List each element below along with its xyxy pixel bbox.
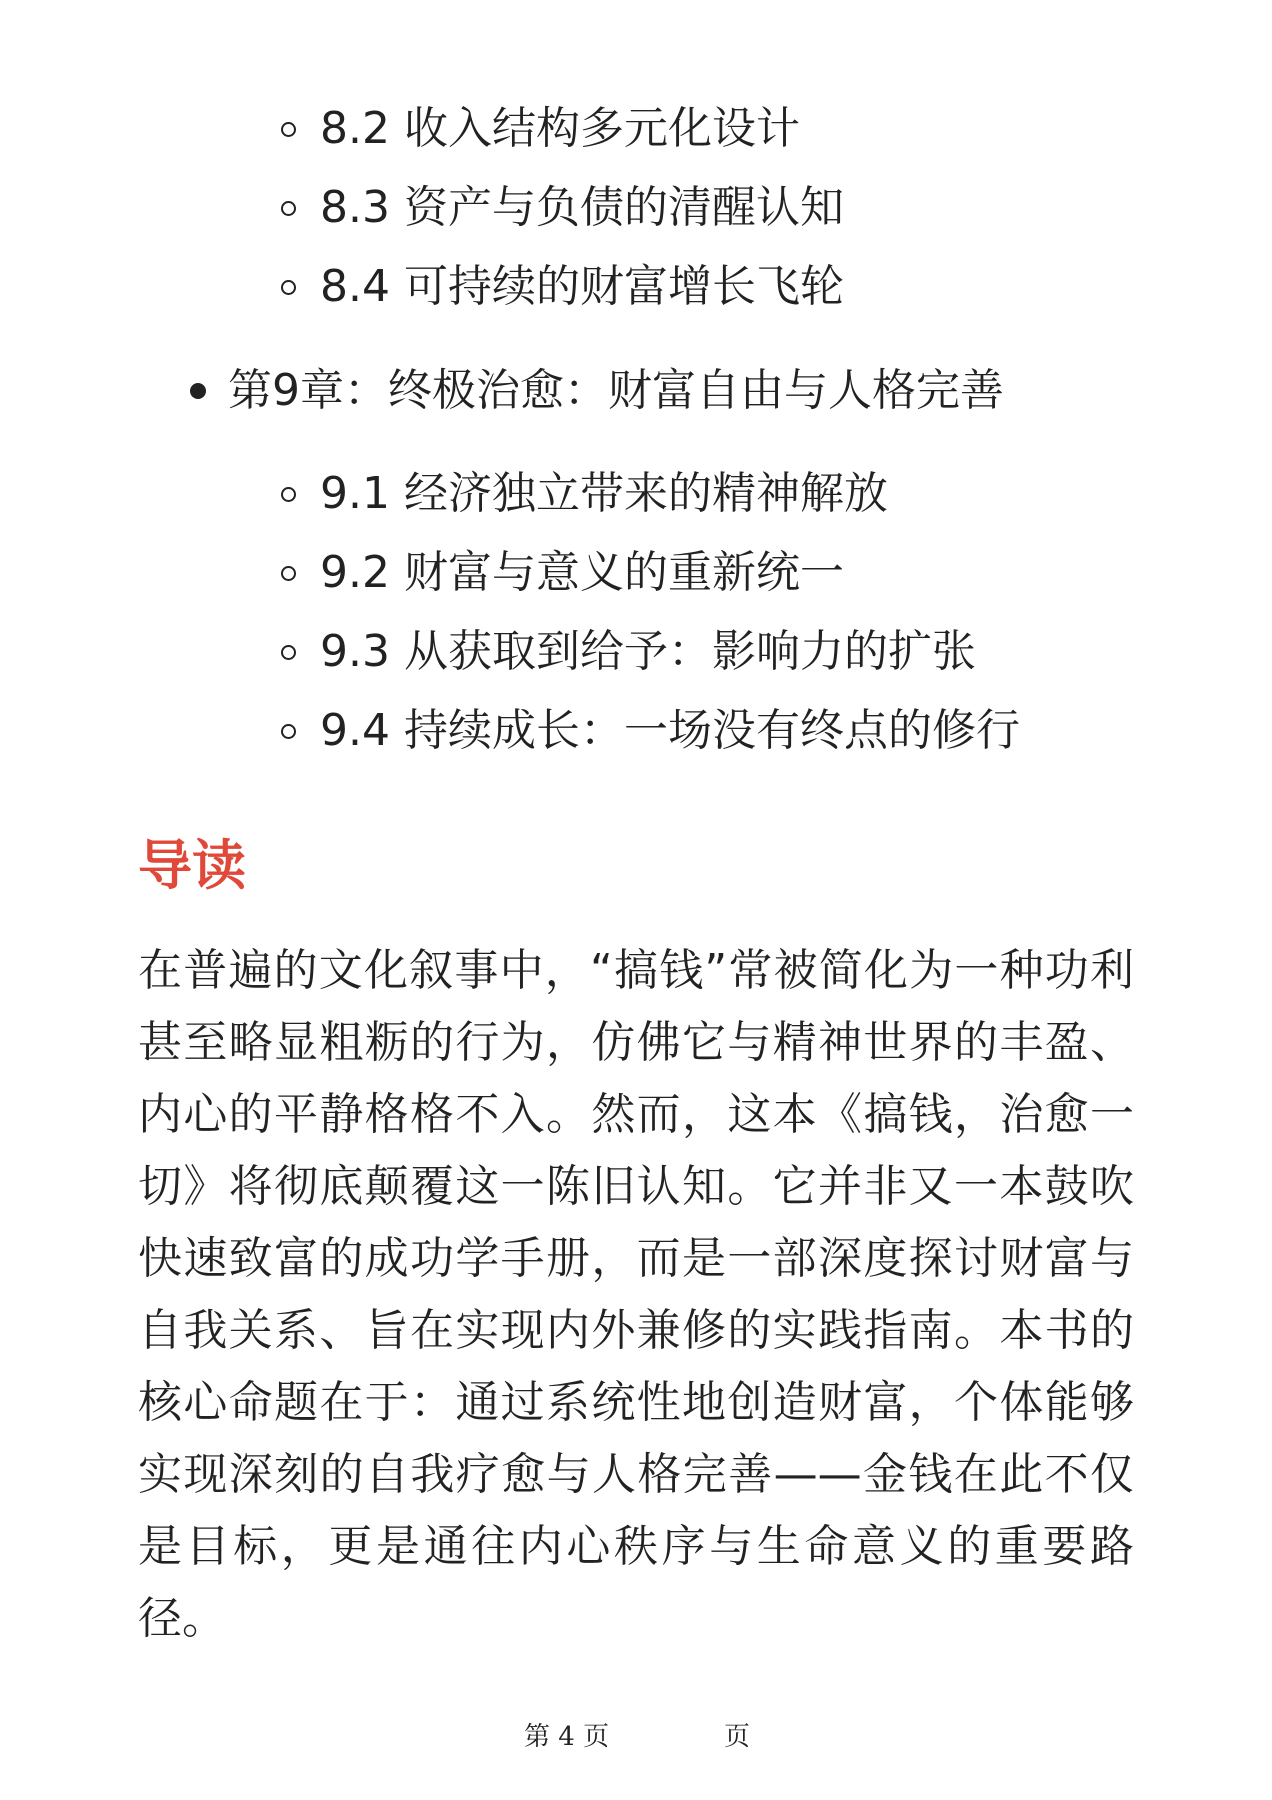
intro-paragraph: 在普遍的文化叙事中，“搞钱”常被简化为一种功利甚至略显粗粝的行为，仿佛它与精神世界的丰盈、内心的平静格格不入。然而，这本《搞钱，治愈一切》将彻底颠覆这一陈旧认知。它并非又一本鼓吹快速致富的成功学手册，而是一部深度探讨财富与自我关系、旨在实现内外兼修的实践指南。本书的核心命题在于：通过系统性地创造财富，个体能够实现深刻的自我疗愈与人格完善——金钱在此不仅是目标，更是通往内心秩序与生命意义的重要路径。 — [138, 945, 1134, 1644]
page-suffix: 页 — [724, 1722, 751, 1752]
hollow-bullet-icon — [281, 645, 296, 660]
toc-subitem-8-2: 8.2 收入结构多元化设计 — [320, 103, 800, 154]
hollow-bullet-icon — [281, 122, 296, 137]
hollow-bullet-icon — [281, 724, 296, 739]
section-heading: 导读 — [138, 834, 246, 897]
toc-subitem-9-3: 9.3 从获取到给予：影响力的扩张 — [320, 626, 976, 677]
hollow-bullet-icon — [281, 487, 296, 502]
page-number: 第 4 页 — [524, 1722, 610, 1752]
toc-subitem-8-4: 8.4 可持续的财富增长飞轮 — [320, 261, 844, 312]
toc-subitem-9-4: 9.4 持续成长：一场没有终点的修行 — [320, 705, 1020, 756]
toc-chapter-9: 第9章：终极治愈：财富自由与人格完善 — [228, 365, 1004, 416]
hollow-bullet-icon — [281, 280, 296, 295]
filled-bullet-icon — [190, 383, 206, 399]
toc-subitem-9-1: 9.1 经济独立带来的精神解放 — [320, 468, 888, 519]
toc-subitem-8-3: 8.3 资产与负债的清醒认知 — [320, 182, 844, 233]
page-footer — [0, 1716, 1272, 1756]
hollow-bullet-icon — [281, 566, 296, 581]
hollow-bullet-icon — [281, 201, 296, 216]
toc-subitem-9-2: 9.2 财富与意义的重新统一 — [320, 547, 844, 598]
